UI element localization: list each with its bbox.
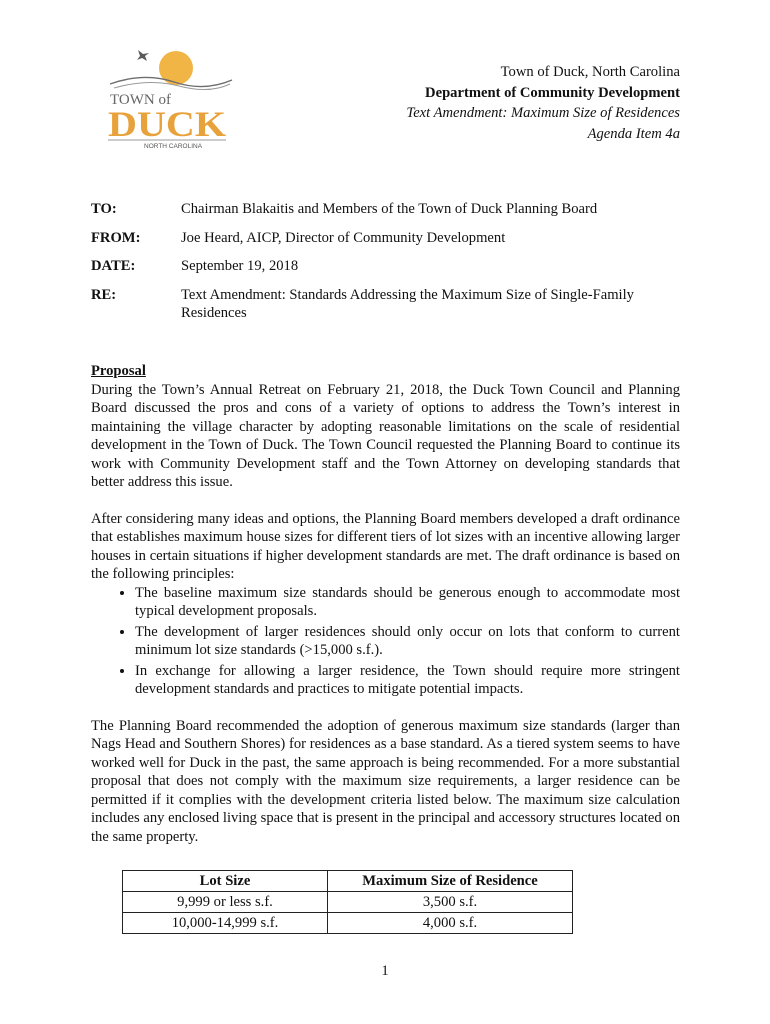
- table-row: [123, 892, 573, 913]
- list-item: • The development of larger residences should only occur on lots that conform to current minimum lot size standards (>15,000 s.f.).: [135, 623, 680, 660]
- town-of-duck-logo: [104, 46, 234, 150]
- memo-label: RE:: [91, 286, 117, 303]
- memo-value: Joe Heard, AICP, Director of Community Development: [181, 229, 506, 246]
- paragraph: The Planning Board recommended the adoption of generous maximum size standards (larger than Nags Head and Southern Shores) for residences as a base standard. As a tiered system seems to have worked well for Duck in the past, the same approach is being recommended. For a more substantial proposal that does not comply with the maximum size requirements, a larger residence can be permitted if it complies with the development criteria listed below. The maximum size calculation includes any enclosed living space that is present in the principal and accessory structures located on the same property.: [91, 717, 680, 845]
- column-header: Maximum Size of Residence: [328, 871, 573, 892]
- logo-state-text: NORTH CAROLINA: [144, 143, 203, 150]
- section-heading: Proposal: [91, 363, 146, 379]
- memo-value: Text Amendment: Standards Addressing the Maximum Size of Single-Family Residences: [181, 286, 634, 321]
- list-item: • The baseline maximum size standards should be generous enough to accommodate most typical development proposals.: [135, 584, 680, 621]
- header-department: Department of Community Development: [425, 84, 680, 101]
- table-cell: 9,999 or less s.f.: [123, 892, 328, 913]
- table-cell: 3,500 s.f.: [328, 892, 573, 913]
- table-header-row: [123, 871, 573, 892]
- memo-row-from: [91, 229, 691, 248]
- column-header: Lot Size: [123, 871, 328, 892]
- principles-list: [91, 584, 680, 699]
- paragraph: During the Town’s Annual Retreat on February 21, 2018, the Duck Town Council and Planning Board discussed the pros and cons of a variety of options to address the Town’s interest in maintaining the village character by adopting reasonable limitations on the scale of residential development in the Town of Duck. The Town Council requested the Planning Board to continue its work with Community Development staff and the Town Attorney on developing standards that better address this issue.: [91, 381, 680, 490]
- header-agenda-item: Agenda Item 4a: [587, 125, 680, 142]
- memo-row-to: [91, 200, 691, 219]
- header-subject: Text Amendment: Maximum Size of Residences: [406, 105, 680, 121]
- memo-block: [91, 200, 691, 333]
- header-town: Town of Duck, North Carolina: [500, 64, 680, 80]
- memo-value: September 19, 2018: [181, 258, 299, 274]
- memo-row-date: [91, 257, 691, 276]
- memo-row-re: [91, 286, 691, 323]
- logo-duck-text: DUCK: [108, 104, 226, 144]
- memo-label: DATE:: [91, 258, 136, 274]
- table-cell: 4,000 s.f.: [328, 913, 573, 934]
- table-row: [123, 913, 573, 934]
- memo-label: TO:: [91, 201, 117, 217]
- memo-label: FROM:: [91, 229, 141, 246]
- page-number: 1: [381, 963, 389, 979]
- memo-value: Chairman Blakaitis and Members of the Town of Duck Planning Board: [181, 201, 598, 217]
- table-cell: 10,000-14,999 s.f.: [123, 913, 328, 934]
- logo-town-text: TOWN of: [110, 92, 171, 108]
- list-item: • In exchange for allowing a larger residence, the Town should require more stringent development standards and practices to mitigate potential impacts.: [135, 662, 680, 699]
- document-header: [406, 62, 680, 144]
- bird-icon: [137, 50, 149, 61]
- document-body: [91, 362, 680, 864]
- paragraph: After considering many ideas and options, the Planning Board members developed a draft ordinance that establishes maximum house sizes for different tiers of lot sizes with an incentive allowing larger houses in certain situations if higher development standards are met. The draft ordinance is based on the following principles:: [91, 510, 680, 582]
- max-size-table: [122, 870, 573, 934]
